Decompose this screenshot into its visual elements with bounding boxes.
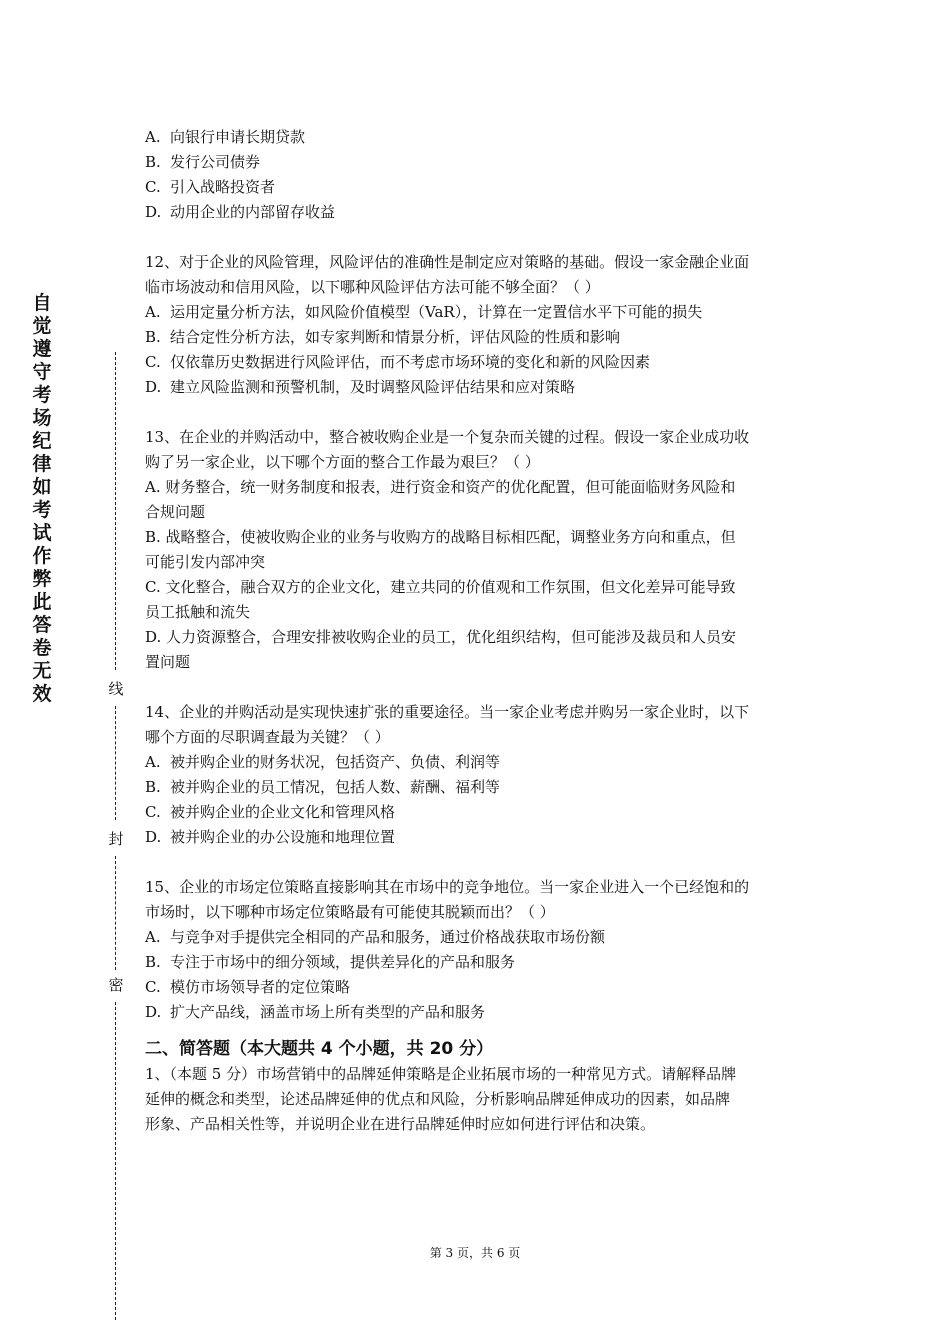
option-a: A. 向银行申请长期贷款 [145, 128, 306, 146]
option-c-cont: 员工抵触和流失 [145, 603, 251, 621]
question-12 [145, 250, 810, 400]
option-a: A. 财务整合，统一财务制度和报表，进行资金和资产的优化配置，但可能面临财务风险和 [145, 478, 736, 496]
option-b: B. 专注于市场中的细分领域，提供差异化的产品和服务 [145, 953, 516, 971]
question-15 [145, 875, 810, 1025]
exam-discipline-warning: 自觉遵守考场纪律如考试作弊此答卷无效 [32, 292, 52, 705]
binding-mark-seal: 封 [108, 830, 124, 848]
question-stem: 14、企业的并购活动是实现快速扩张的重要途径。当一家企业考虑并购另一家企业时，以下 [145, 703, 750, 721]
option-a: A. 与竞争对手提供完全相同的产品和服务，通过价格战获取市场份额 [145, 928, 606, 946]
option-a-cont: 合规问题 [145, 503, 206, 521]
binding-mark-secret: 密 [108, 976, 124, 994]
option-b-cont: 可能引发内部冲突 [145, 553, 266, 571]
section-heading: 二、简答题（本大题共 4 个小题，共 20 分） [145, 1039, 494, 1059]
binding-line-segment [115, 856, 116, 970]
binding-line-segment [115, 1002, 116, 1320]
question-stem: 临市场波动和信用风险，以下哪种风险评估方法可能不够全面？（ ） [145, 278, 600, 296]
option-c: C. 文化整合，融合双方的企业文化，建立共同的价值观和工作氛围，但文化差异可能导致 [145, 578, 736, 596]
binding-mark-line: 线 [108, 680, 124, 698]
option-d: D. 建立风险监测和预警机制，及时调整风险评估结果和应对策略 [145, 378, 576, 396]
option-a: A. 运用定量分析方法，如风险价值模型（VaR），计算在一定置信水平下可能的损失 [145, 303, 703, 321]
question-text: 1、（本题 5 分）市场营销中的品牌延伸策略是企业拓展市场的一种常见方式。请解释品牌 [145, 1065, 737, 1083]
short-answer-question-1 [145, 1062, 810, 1137]
option-d-cont: 置问题 [145, 653, 191, 671]
option-c: C. 引入战略投资者 [145, 178, 276, 196]
question-stem: 哪个方面的尽职调查最为关键？（ ） [145, 728, 390, 746]
question-14 [145, 700, 810, 850]
question-13 [145, 425, 810, 675]
option-b: B. 发行公司债券 [145, 153, 261, 171]
option-c: C. 仅依靠历史数据进行风险评估，而不考虑市场环境的变化和新的风险因素 [145, 353, 651, 371]
option-d: D. 动用企业的内部留存收益 [145, 203, 336, 221]
option-d: D. 人力资源整合，合理安排被收购企业的员工，优化组织结构，但可能涉及裁员和人员安 [145, 628, 737, 646]
question-text: 延伸的概念和类型，论述品牌延伸的优点和风险，分析影响品牌延伸成功的因素，如品牌 [145, 1090, 731, 1108]
option-c: C. 被并购企业的企业文化和管理风格 [145, 803, 396, 821]
question-stem: 12、对于企业的风险管理，风险评估的准确性是制定应对策略的基础。假设一家金融企业面 [145, 253, 750, 271]
question-stem: 市场时，以下哪种市场定位策略最有可能使其脱颖而出？（ ） [145, 903, 555, 921]
option-a: A. 被并购企业的财务状况，包括资产、负债、利润等 [145, 753, 501, 771]
option-c: C. 模仿市场领导者的定位策略 [145, 978, 351, 996]
option-b: B. 战略整合，使被收购企业的业务与收购方的战略目标相匹配，调整业务方向和重点，但 [145, 528, 736, 546]
question-stem: 13、在企业的并购活动中，整合被收购企业是一个复杂而关键的过程。假设一家企业成功收 [145, 428, 750, 446]
question-text: 形象、产品相关性等，并说明企业在进行品牌延伸时应如何进行评估和决策。 [145, 1115, 656, 1133]
page-number: 第 3 页，共 6 页 [429, 1246, 521, 1260]
question-stem: 购了另一家企业，以下哪个方面的整合工作最为艰巨？（ ） [145, 453, 540, 471]
exam-content [145, 125, 810, 1137]
option-d: D. 扩大产品线，涵盖市场上所有类型的产品和服务 [145, 1003, 486, 1021]
option-b: B. 结合定性分析方法，如专家判断和情景分析，评估风险的性质和影响 [145, 328, 621, 346]
question-stem: 15、企业的市场定位策略直接影响其在市场中的竞争地位。当一家企业进入一个已经饱和的 [145, 878, 750, 896]
binding-line-segment [115, 706, 116, 820]
option-d: D. 被并购企业的办公设施和地理位置 [145, 828, 396, 846]
binding-line-segment [115, 352, 116, 670]
question-11-options [145, 125, 810, 225]
option-b: B. 被并购企业的员工情况，包括人数、薪酬、福利等 [145, 778, 501, 796]
